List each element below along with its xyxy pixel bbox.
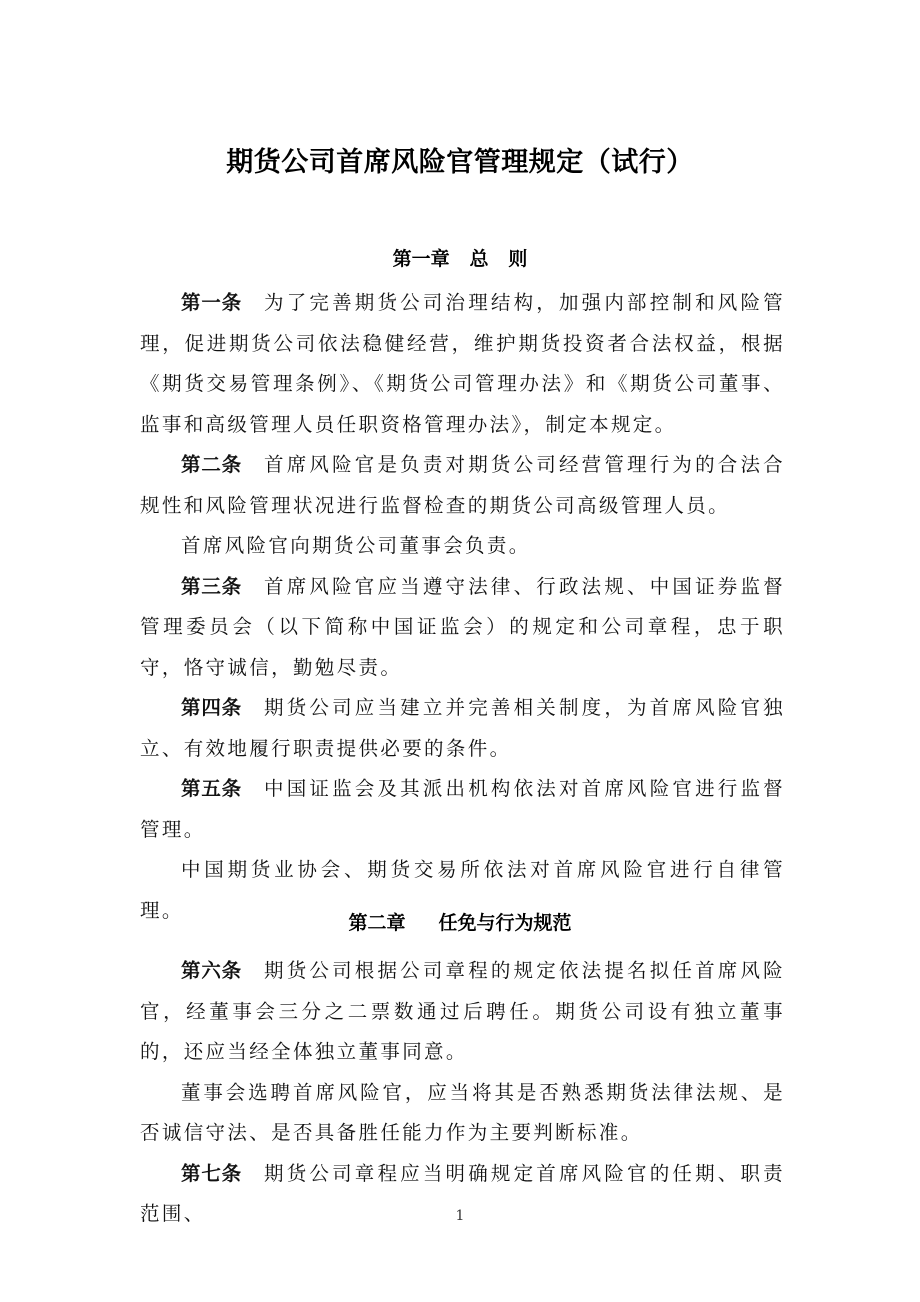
chapter-heading-2: 第二章 任免与行为规范	[348, 912, 572, 934]
article-1	[140, 283, 785, 445]
article-text: 期货公司根据公司章程的规定依法提名拟任首席风险官，经董事会三分之二票数通过后聘任。期货公司设有独立董事的，还应当经全体独立董事同意。	[140, 959, 785, 1063]
article-label: 第七条	[181, 1161, 243, 1185]
article-4	[140, 688, 785, 769]
article-label: 第六条	[181, 959, 243, 982]
article-text: 为了完善期货公司治理结构，加强内部控制和风险管理，促进期货公司依法稳健经营，维护期货投资者合法权益，根据《期货交易管理条例》、《期货公司管理办法》和《期货公司董事、监事和高级管理人员任职资格管理办法》，制定本规定。	[140, 291, 785, 436]
paragraph	[140, 526, 785, 567]
article-text: 首席风险官应当遵守法律、行政法规、中国证券监督管理委员会（以下简称中国证监会）的规定和公司章程，忠于职守，恪守诚信，勤勉尽责。	[140, 574, 785, 679]
article-3	[140, 567, 785, 689]
article-2	[140, 445, 785, 526]
article-6	[140, 951, 785, 1073]
chapter-heading-1: 第一章 总 则	[392, 248, 528, 270]
document-title: 期货公司首席风险官管理规定（试行）	[226, 147, 694, 178]
article-text: 中国证监会及其派出机构依法对首席风险官进行监督管理。	[140, 777, 785, 841]
article-label: 第三条	[181, 574, 243, 598]
paragraph-text: 董事会选聘首席风险官，应当将其是否熟悉期货法律法规、是否诚信守法、是否具备胜任能力作为主要判断标准。	[140, 1080, 785, 1144]
page-number: 1	[455, 1208, 465, 1224]
article-text: 期货公司章程应当明确规定首席风险官的任期、职责范围、	[140, 1161, 785, 1225]
article-label: 第四条	[181, 696, 243, 719]
paragraph-text: 中国期货业协会、期货交易所依法对首席风险官进行自律管理。	[140, 858, 785, 922]
article-label: 第一条	[181, 291, 243, 314]
paragraph-text: 首席风险官向期货公司董事会负责。	[181, 534, 531, 557]
article-5	[140, 769, 785, 850]
article-text: 期货公司应当建立并完善相关制度，为首席风险官独立、有效地履行职责提供必要的条件。	[140, 696, 785, 760]
chapter-2-body	[140, 951, 785, 1235]
article-label: 第二条	[181, 453, 243, 476]
paragraph	[140, 1073, 785, 1154]
article-label: 第五条	[181, 777, 243, 800]
chapter-1-body	[140, 283, 785, 931]
article-text: 首席风险官是负责对期货公司经营管理行为的合法合规性和风险管理状况进行监督检查的期货公司高级管理人员。	[140, 453, 785, 517]
